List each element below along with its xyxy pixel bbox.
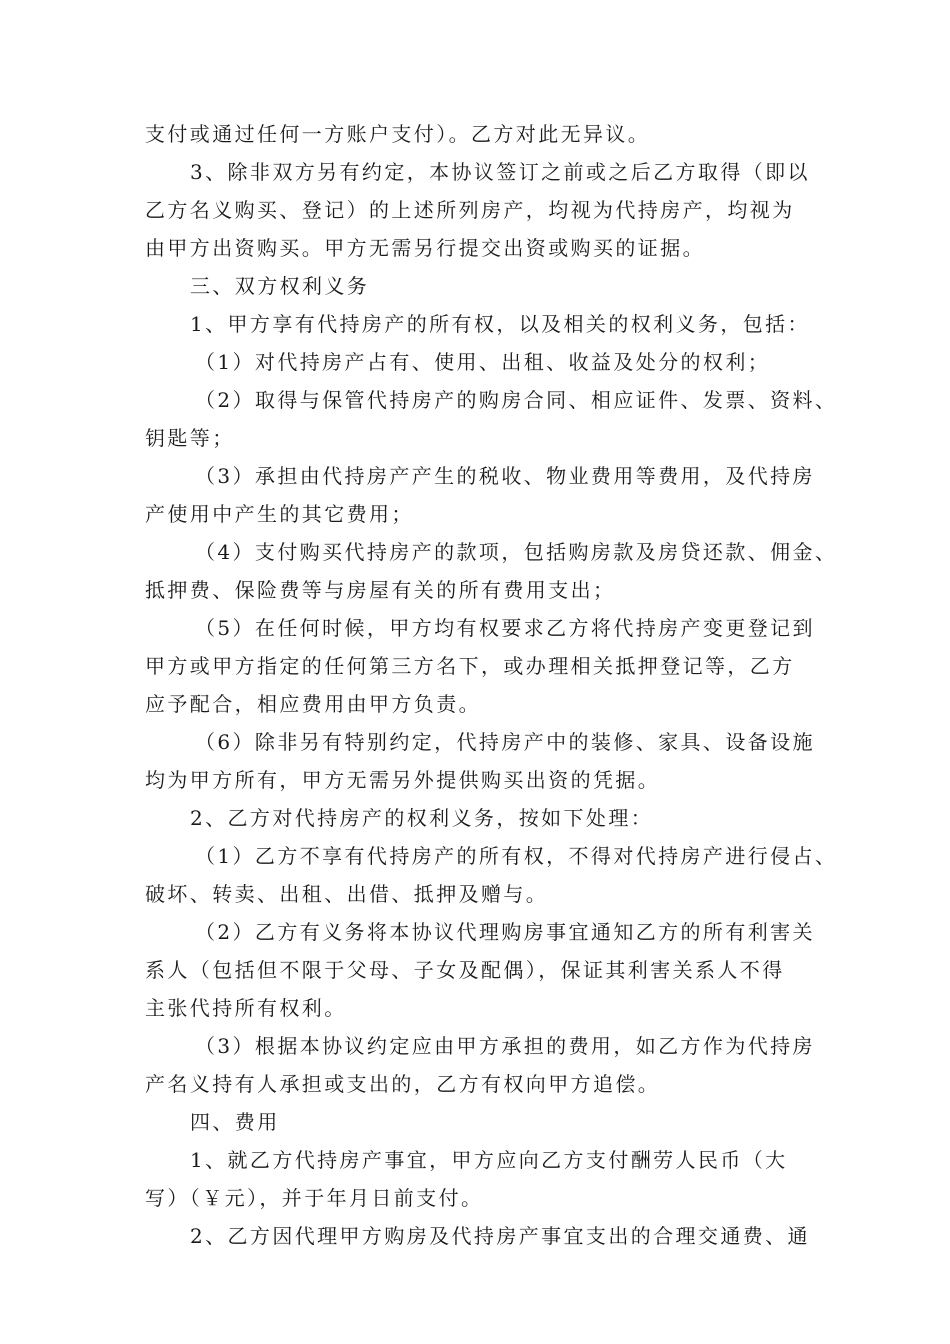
text-line: 应予配合，相应费用由甲方负责。 (145, 692, 481, 716)
text-line: （3）根据本协议约定应由甲方承担的费用，如乙方作为代持房 (195, 1034, 815, 1058)
text-line: 乙方名义购买、登记）的上述所列房产，均视为代持房产，均视为 (145, 198, 795, 222)
text-line: （4）支付购买代持房产的款项，包括购房款及房贷还款、佣金、 (195, 540, 838, 564)
text-line: 产名义持有人承担或支出的，乙方有权向甲方追偿。 (145, 1072, 661, 1096)
text-line: （5）在任何时候，甲方均有权要求乙方将代持房产变更登记到 (195, 616, 815, 640)
section-heading: 三、双方权利义务 (190, 274, 370, 298)
text-line: 系人（包括但不限于父母、子女及配偶），保证其利害关系人不得 (145, 958, 785, 982)
text-line: 甲方或甲方指定的任何第三方名下，或办理相关抵押登记等，乙方 (145, 654, 795, 678)
text-line: 抵押费、保险费等与房屋有关的所有费用支出； (145, 578, 616, 602)
text-line: （2）乙方有义务将本协议代理购房事宜通知乙方的所有利害关 (195, 920, 815, 944)
text-line: （1）对代持房产占有、使用、出租、收益及处分的权利； (195, 350, 771, 374)
text-line: （3）承担由代持房产产生的税收、物业费用等费用，及代持房 (195, 464, 815, 488)
text-line: 主张代持所有权利。 (145, 996, 347, 1020)
text-line: （6）除非另有特别约定，代持房产中的装修、家具、设备设施 (195, 730, 815, 754)
text-line: 产使用中产生的其它费用； (145, 502, 414, 526)
text-line: 均为甲方所有，甲方无需另外提供购买出资的凭据。 (145, 768, 661, 792)
text-line: （1）乙方不享有代持房产的所有权，不得对代持房产进行侵占、 (195, 844, 838, 868)
text-line: 由甲方出资购买。甲方无需另行提交出资或购买的证据。 (145, 236, 705, 260)
text-line: 2、乙方对代持房产的权利义务，按如下处理： (190, 806, 654, 830)
text-line: 1、甲方享有代持房产的所有权，以及相关的权利义务，包括： (190, 312, 810, 336)
text-line: 1、就乙方代持房产事宜，甲方应向乙方支付酬劳人民币（大 (190, 1148, 788, 1172)
text-line: 支付或通过任何一方账户支付）。乙方对此无异议。 (145, 122, 651, 146)
text-line: 3、除非双方另有约定，本协议签订之前或之后乙方取得（即以 (190, 160, 810, 184)
text-line: 破坏、转卖、出租、出借、抵押及赠与。 (145, 882, 549, 906)
text-line: 2、乙方因代理甲方购房及代持房产事宜支出的合理交通费、通 (190, 1224, 810, 1248)
text-line: 钥匙等； (145, 426, 235, 450)
text-line: （2）取得与保管代持房产的购房合同、相应证件、发票、资料、 (195, 388, 838, 412)
section-heading: 四、费用 (190, 1110, 280, 1134)
text-line: 写）（￥元），并于年月日前支付。 (145, 1186, 484, 1210)
